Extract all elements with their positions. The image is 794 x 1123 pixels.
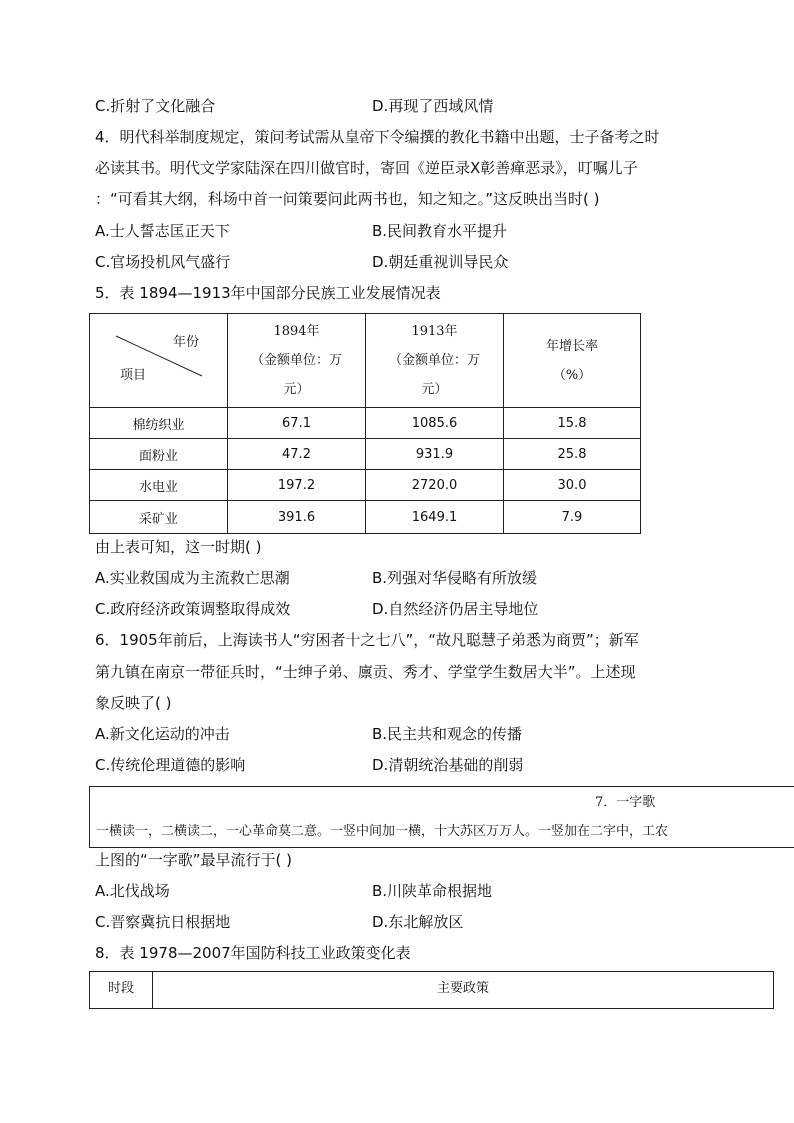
cell-1894: 67.1 bbox=[228, 408, 366, 439]
cell-growth: 15.8 bbox=[504, 408, 641, 439]
header-1913-year: 1913年 bbox=[411, 324, 458, 339]
header-1913 bbox=[366, 314, 504, 408]
q5-corner-cell bbox=[90, 314, 228, 408]
row-label: 水电业 bbox=[90, 470, 228, 501]
q8-header-policy: 主要政策 bbox=[153, 972, 774, 1009]
q6-option-a: A.新文化运动的冲击 bbox=[95, 725, 230, 743]
q5-option-c: C.政府经济政策调整取得成效 bbox=[95, 600, 291, 618]
corner-year-label: 年份 bbox=[172, 335, 199, 350]
header-1894-year: 1894年 bbox=[273, 324, 320, 339]
header-1894 bbox=[228, 314, 366, 408]
cell-1894: 391.6 bbox=[228, 501, 366, 534]
table-row bbox=[90, 439, 641, 470]
q5-option-d: D.自然经济仍居主导地位 bbox=[372, 600, 539, 618]
table-row bbox=[90, 408, 641, 439]
cell-1894: 197.2 bbox=[228, 470, 366, 501]
cell-growth: 25.8 bbox=[504, 439, 641, 470]
q5-option-a: A.实业救国成为主流救亡思潮 bbox=[95, 569, 290, 587]
q7-option-c: C.晋察冀抗日根据地 bbox=[95, 913, 231, 931]
header-growth-unit: （%） bbox=[552, 367, 592, 383]
table-row bbox=[90, 470, 641, 501]
cell-growth: 30.0 bbox=[504, 470, 641, 501]
q7-stem: 上图的“一字歌”最早流行于( ) bbox=[95, 851, 293, 869]
q5-stem: 由上表可知，这一时期( ) bbox=[95, 538, 262, 556]
q4-stem-line-1: 4．明代科举制度规定，策问考试需从皇帝下令编撰的教化书籍中出题，士子备考之时 bbox=[95, 128, 660, 146]
cell-1913: 1649.1 bbox=[366, 501, 504, 534]
q6-option-d: D.清朝统治基础的削弱 bbox=[372, 756, 524, 774]
header-growth-title: 年增长率 bbox=[545, 338, 598, 354]
row-label: 面粉业 bbox=[90, 439, 228, 470]
q4-option-d: D.朝廷重视训导民众 bbox=[372, 253, 509, 271]
q7-song-box bbox=[89, 786, 794, 848]
q3-option-d: D.再现了西域风情 bbox=[372, 97, 494, 115]
q8-header-period: 时段 bbox=[90, 972, 153, 1009]
header-growth-rate bbox=[504, 314, 641, 408]
cell-1894: 47.2 bbox=[228, 439, 366, 470]
q7-box-title: 7．一字歌 bbox=[595, 795, 656, 810]
table-row bbox=[90, 501, 641, 534]
header-1913-unit-end: 元） bbox=[421, 382, 448, 397]
q7-option-b: B.川陕革命根据地 bbox=[372, 882, 493, 900]
q4-stem-line-2: 必读其书。明代文学家陆深在四川做官时，寄回《逆臣录X彰善瘅恶录》，叮嘱儿子 bbox=[95, 159, 638, 177]
q4-option-a: A.士人誓志匡正天下 bbox=[95, 222, 230, 240]
diagonal-line bbox=[90, 314, 227, 408]
q6-stem-line-2: 第九镇在南京一带征兵时，“士绅子弟、廪贡、秀才、学堂学生数居大半”。上述现 bbox=[95, 663, 636, 681]
q8-caption: 8．表 1978—2007年国防科技工业政策变化表 bbox=[95, 944, 411, 962]
row-label: 棉纺织业 bbox=[90, 408, 228, 439]
header-1894-unit: （金额单位：万 bbox=[250, 353, 342, 368]
q5-caption: 5．表 1894—1913年中国部分民族工业发展情况表 bbox=[95, 284, 441, 302]
q5-option-b: B.列强对华侵略有所放缓 bbox=[372, 569, 538, 587]
q4-option-b: B.民间教育水平提升 bbox=[372, 222, 508, 240]
header-1894-unit-end: 元） bbox=[283, 382, 310, 397]
row-label: 采矿业 bbox=[90, 501, 228, 534]
cell-1913: 931.9 bbox=[366, 439, 504, 470]
q6-stem-line-1: 6．1905年前后，上海读书人“穷困者十之七八”，“故凡聪慧子弟悉为商贾”；新军 bbox=[95, 631, 639, 649]
q7-option-a: A.北伐战场 bbox=[95, 882, 170, 900]
q8-policy-table bbox=[89, 971, 774, 1009]
q4-stem-line-3: ：“可看其大纲，科场中首一问策要问此两书也，知之知之。”这反映出当时( ) bbox=[95, 190, 600, 208]
q4-option-c: C.官场投机风气盛行 bbox=[95, 253, 231, 271]
q6-option-c: C.传统伦理道德的影响 bbox=[95, 756, 246, 774]
cell-1913: 2720.0 bbox=[366, 470, 504, 501]
q6-stem-line-3: 象反映了( ) bbox=[95, 694, 172, 712]
corner-item-label: 项目 bbox=[120, 368, 147, 383]
q5-industry-table bbox=[89, 313, 641, 534]
cell-growth: 7.9 bbox=[504, 501, 641, 534]
cell-1913: 1085.6 bbox=[366, 408, 504, 439]
q3-option-c: C.折射了文化融合 bbox=[95, 97, 216, 115]
q7-option-d: D.东北解放区 bbox=[372, 913, 464, 931]
q7-box-text: 一横读一，二横读二，一心革命莫二意。一竖中间加一横，十大苏区万万人。一竖加在二字中，工农 bbox=[96, 824, 669, 839]
header-1913-unit: （金额单位：万 bbox=[388, 353, 480, 368]
q6-option-b: B.民主共和观念的传播 bbox=[372, 725, 523, 743]
